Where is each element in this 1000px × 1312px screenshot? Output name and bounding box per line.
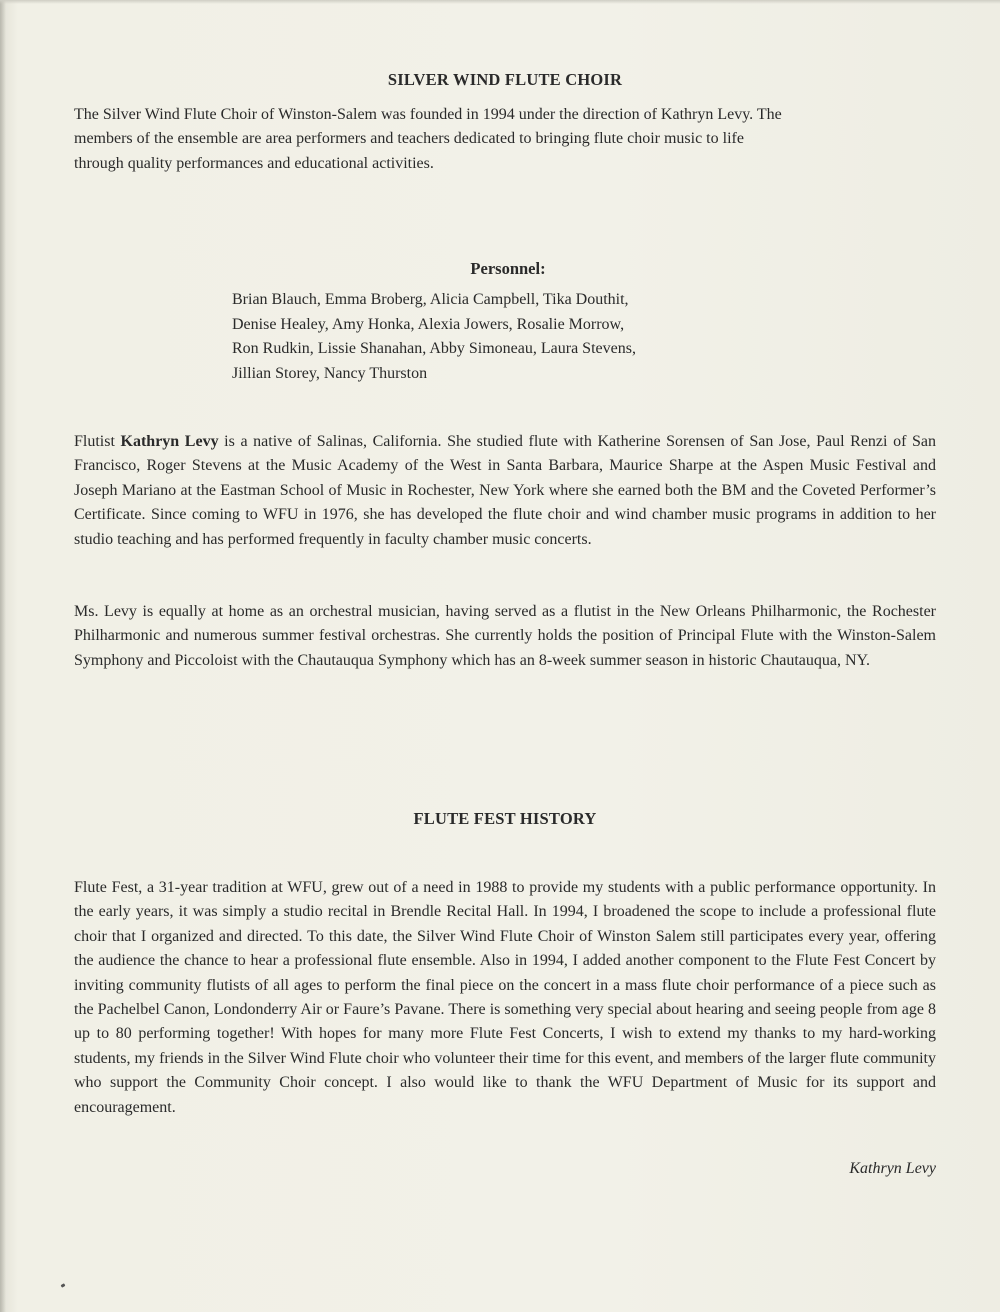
kathryn-levy-orchestral: Ms. Levy is equally at home as an orchestral musician, having served as a flutist in the New Orleans Philharmonic, the Rochester Philharmonic and numerous summer festival orchestras. She currently holds the position of Principal Flute with the Winston-Salem Symphony and Piccoloist with the Chautauqua Symphony which has an 8-week summer season in historic Chautauqua, NY. [74, 603, 936, 669]
page-top-edge [0, 0, 1000, 4]
personnel-line: Brian Blauch, Emma Broberg, Alicia Campbell, Tika Douthit, [232, 291, 629, 308]
intro-line: The Silver Wind Flute Choir of Winston-Salem was founded in 1994 under the direction of Kathryn Levy. The [74, 106, 782, 123]
section-heading-flute-fest: FLUTE FEST HISTORY [413, 809, 597, 828]
personnel-line: Jillian Storey, Nancy Thurston [232, 364, 428, 382]
paper-speck [61, 1283, 66, 1288]
personnel-list [232, 288, 752, 386]
bio-text: is a native of Salinas, California. She studied flute with Katherine Sorensen of San Jose, Paul Renzi of San Francisco, Roger Stevens at the Music Academy of the West in Santa Barbara, Maurice Sharpe at the Aspen Music Festival and Joseph Mariano at the Eastman School of Music in Rochester, New York where she earned both the BM and the Coveted Performer’s Certificate. Since coming to WFU in 1976, she has developed the flute choir and wind chamber music programs in addition to her studio teaching and has performed frequently in faculty chamber music concerts. [74, 433, 937, 548]
personnel-line: Ron Rudkin, Lissie Shanahan, Abby Simoneau, Laura Stevens, [232, 340, 636, 358]
personnel-line: Denise Healey, Amy Honka, Alexia Jowers, Rosalie Morrow, [232, 315, 625, 333]
bio-lead: Flutist [74, 433, 121, 450]
intro-line: members of the ensemble are area performers and teachers dedicated to bringing flute choir music to life [74, 130, 744, 148]
section-heading-silver-wind: SILVER WIND FLUTE CHOIR [387, 70, 623, 89]
personnel-heading: Personnel: [470, 259, 546, 278]
flute-fest-history-body: Flute Fest, a 31-year tradition at WFU, grew out of a need in 1988 to provide my students with a public performance opportunity. In the early years, it was simply a studio recital in Brendle Recital Hall. In 1994, I broadened the scope to include a professional flute choir that I organized and directed. To this date, the Silver Wind Flute Choir of Winston Salem still participates every year, offering the audience the chance to hear a professional flute ensemble. Also in 1994, I added another component to the Flute Fest Concert by inviting community flutists of all ages to perform the final piece on the concert in a mass flute choir performance of a piece such as the Pachelbel Canon, Londonderry Air or Faure’s Pavane. There is something very special about hearing and seeing people from age 8 up to 80 performing together! With hopes for many more Flute Fest Concerts, I wish to extend my thanks to my hard-working students, my friends in the Silver Wind Flute choir who volunteer their time for this event, and members of the larger flute community who support the Community Choir concept. I also would like to thank the WFU Department of Music for its support and encouragement. [74, 879, 936, 1116]
bio-name: Kathryn Levy [120, 433, 219, 450]
page-edge-shadow [0, 0, 6, 1312]
silver-wind-intro [74, 103, 936, 176]
signature: Kathryn Levy [849, 1160, 936, 1177]
intro-line: through quality performances and educational activities. [74, 154, 434, 172]
kathryn-levy-bio [74, 430, 936, 552]
